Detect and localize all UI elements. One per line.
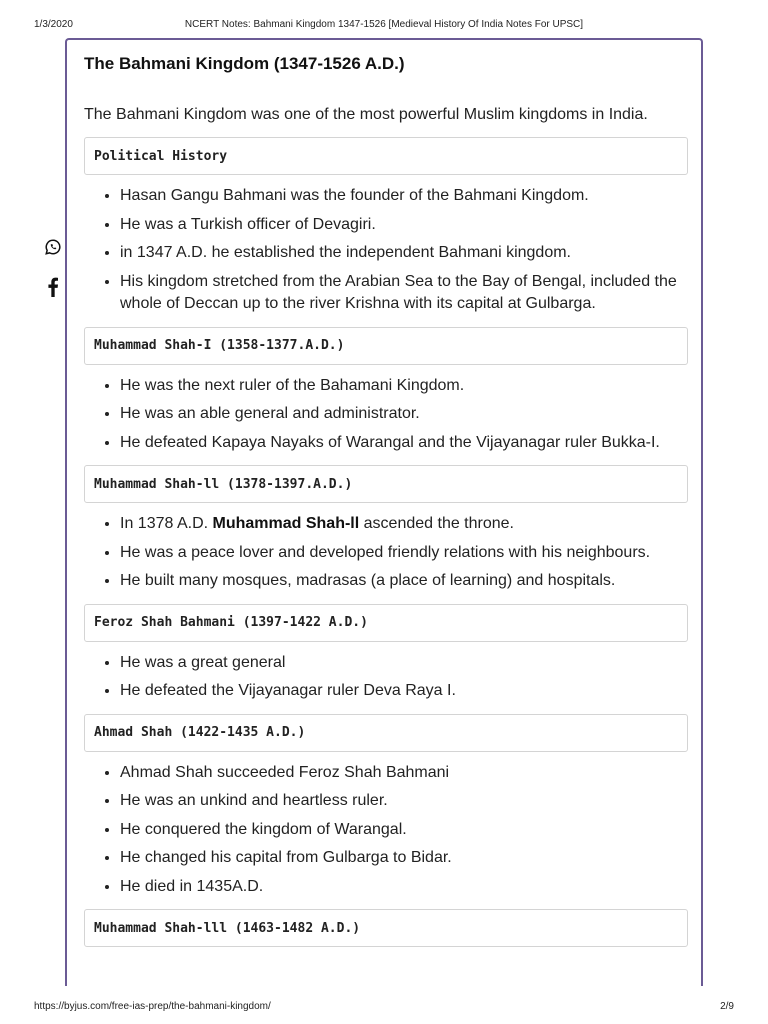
section-heading-ahmad-shah: Ahmad Shah (1422-1435 A.D.) — [84, 714, 688, 752]
list-item: • He changed his capital from Gulbarga to Bidar. — [120, 847, 688, 870]
article-card — [65, 38, 703, 986]
list-item: • He built many mosques, madrasas (a place of learning) and hospitals. — [120, 570, 688, 593]
print-doc-title: NCERT Notes: Bahmani Kingdom 1347-1526 [Medieval History Of India Notes For UPSC] — [184, 19, 584, 30]
list-item: • He was a peace lover and developed friendly relations with his neighbours. — [120, 542, 688, 565]
list-item: • He was an unkind and heartless ruler. — [120, 790, 688, 813]
print-page-number: 2/9 — [720, 1001, 734, 1012]
list-item-text: ascended the throne. — [363, 515, 514, 532]
section-heading-muhammad-shah-ii: Muhammad Shah-ll (1378-1397.A.D.) — [84, 465, 688, 503]
article-content — [84, 40, 688, 947]
list-item — [120, 513, 688, 536]
section-heading-muhammad-shah-i: Muhammad Shah-I (1358-1377.A.D.) — [84, 327, 688, 365]
list-item: • He was a Turkish officer of Devagiri. — [120, 214, 688, 237]
list-item-bold-name: Muhammad Shah-ll — [212, 515, 360, 532]
list-item-prefix: In 1378 A.D. — [120, 515, 209, 532]
print-url: https://byjus.com/free-ias-prep/the-bahmani-kingdom/ — [34, 1001, 271, 1012]
print-footer — [0, 984, 768, 1024]
list-item: • He defeated the Vijayanagar ruler Deva Raya I. — [120, 680, 688, 703]
list-item: • He was a great general — [120, 652, 688, 675]
whatsapp-icon[interactable] — [42, 236, 64, 258]
list-item: • Ahmad Shah succeeded Feroz Shah Bahmani — [120, 762, 688, 785]
list-item: • He was the next ruler of the Bahamani Kingdom. — [120, 375, 688, 398]
section-list-muhammad-shah-i — [84, 375, 688, 455]
list-item: • Hasan Gangu Bahmani was the founder of the Bahmani Kingdom. — [120, 185, 688, 208]
list-item: • in 1347 A.D. he established the independent Bahmani kingdom. — [120, 242, 688, 265]
section-list-ahmad-shah — [84, 762, 688, 899]
list-item: • He defeated Kapaya Nayaks of Warangal and the Vijayanagar ruler Bukka-I. — [120, 432, 688, 455]
list-item: • His kingdom stretched from the Arabian Sea to the Bay of Bengal, included the whole of Deccan up to the river Krishna with its capital at Gulbarga. — [120, 271, 688, 316]
list-item: • He died in 1435A.D. — [120, 876, 688, 899]
section-heading-political-history: Political History — [84, 137, 688, 175]
section-list-feroz-shah-bahmani — [84, 652, 688, 703]
section-heading-feroz-shah-bahmani: Feroz Shah Bahmani (1397-1422 A.D.) — [84, 604, 688, 642]
print-date: 1/3/2020 — [34, 19, 73, 30]
section-list-muhammad-shah-ii — [84, 513, 688, 593]
list-item: • He conquered the kingdom of Warangal. — [120, 819, 688, 842]
article-intro: The Bahmani Kingdom was one of the most powerful Muslim kingdoms in India. — [84, 106, 648, 123]
article-title: The Bahmani Kingdom (1347-1526 A.D.) — [84, 54, 405, 73]
section-list-political-history — [84, 185, 688, 316]
print-header — [0, 0, 768, 40]
section-heading-muhammad-shah-iii: Muhammad Shah-lll (1463-1482 A.D.) — [84, 909, 688, 947]
list-item: • He was an able general and administrator. — [120, 403, 688, 426]
facebook-icon[interactable] — [42, 276, 64, 298]
